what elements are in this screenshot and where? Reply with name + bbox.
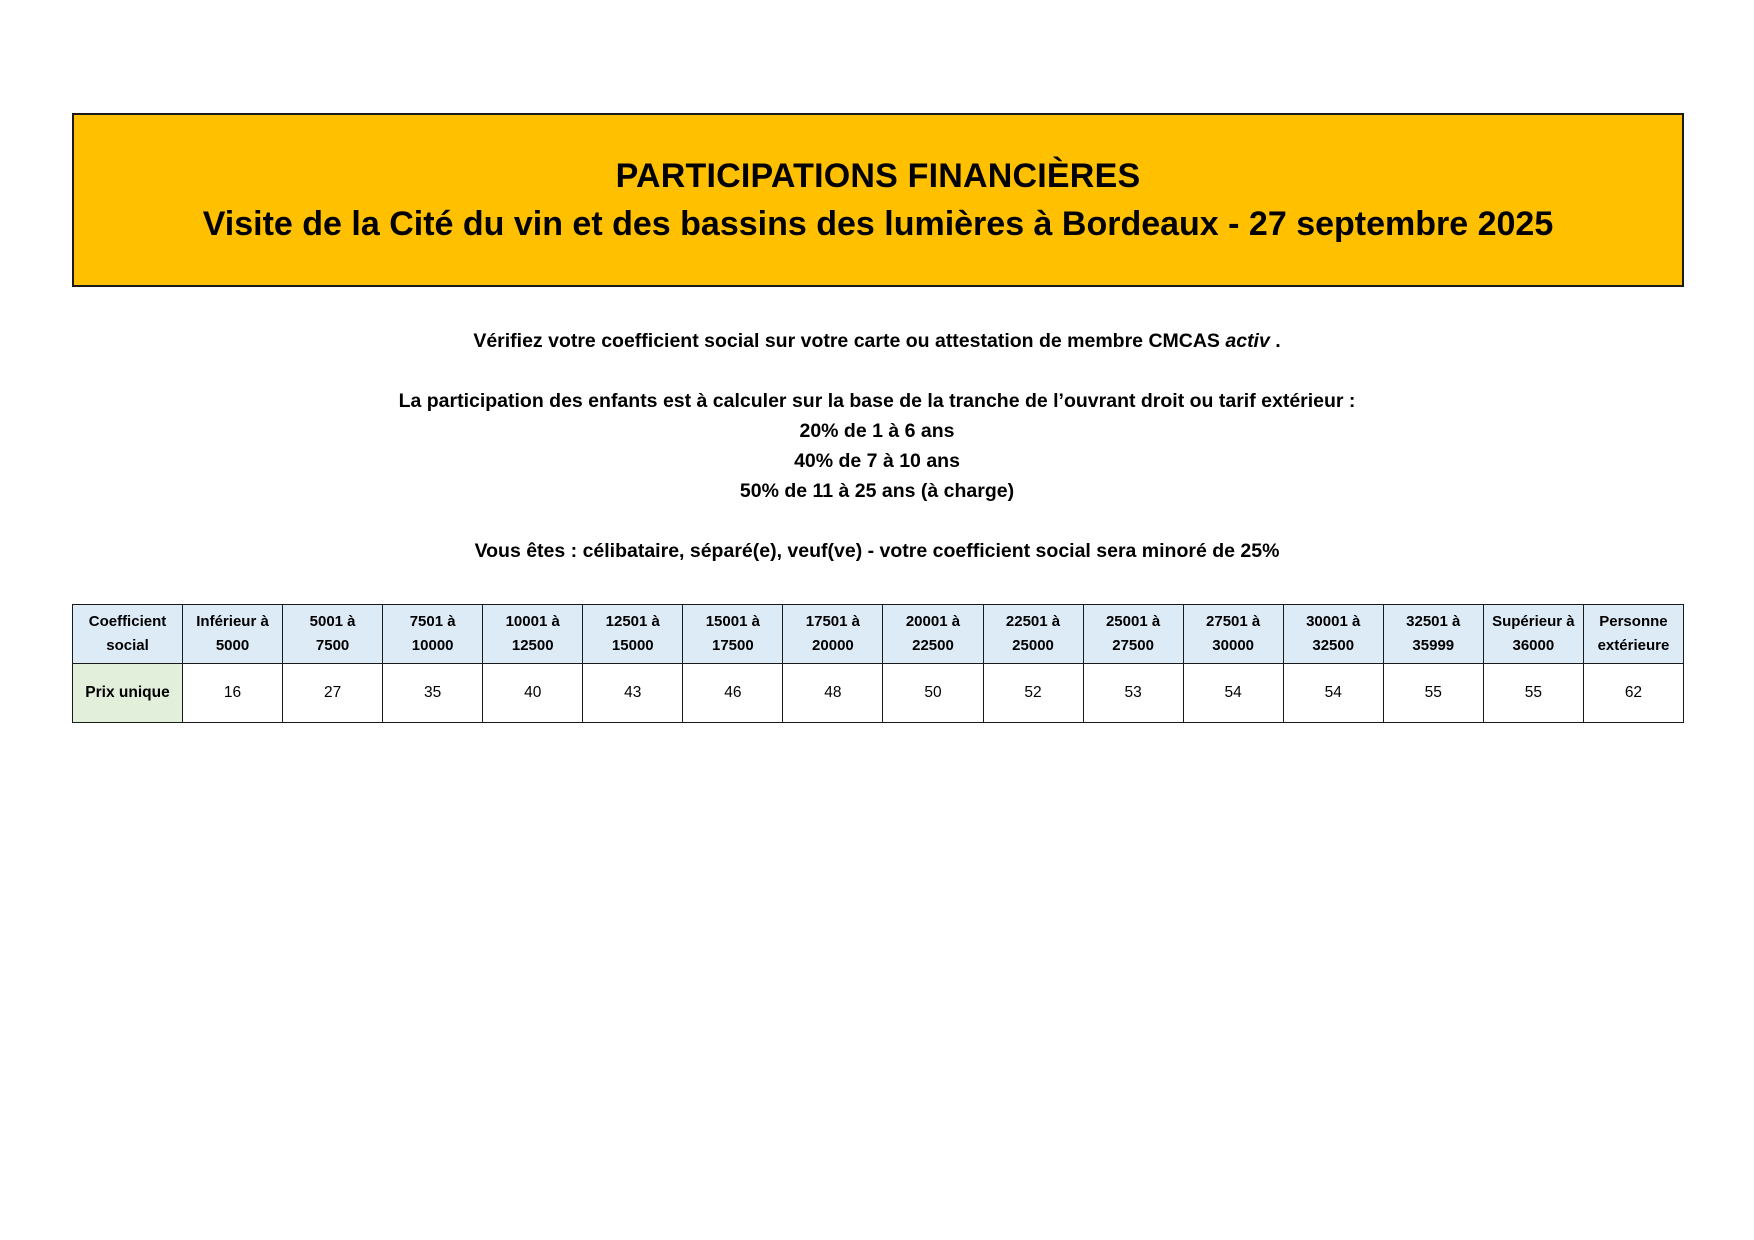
price-cell: 43 [583, 664, 683, 723]
header-coefficient-social: Coefficient social [73, 605, 183, 664]
title-banner [72, 113, 1684, 287]
verify-emphasis: activ [1225, 330, 1270, 352]
children-intro: La participation des enfants est à calculer sur la base de la tranche de l’ouvrant droit ou tarif extérieur : [398, 390, 1356, 412]
price-cell: 27 [283, 664, 383, 723]
header-bracket: 25001 à 27500 [1083, 605, 1183, 664]
header-bracket: 22501 à 25000 [983, 605, 1083, 664]
header-bracket: 17501 à 20000 [783, 605, 883, 664]
price-cell: 54 [1183, 664, 1283, 723]
price-cell: 62 [1583, 664, 1683, 723]
header-bracket: 27501 à 30000 [1183, 605, 1283, 664]
children-rate-1-6: 20% de 1 à 6 ans [799, 420, 955, 442]
header-bracket: 7501 à 10000 [383, 605, 483, 664]
price-cell: 48 [783, 664, 883, 723]
header-bracket: 30001 à 32500 [1283, 605, 1383, 664]
price-cell: 35 [383, 664, 483, 723]
row-label-prix-unique: Prix unique [73, 664, 183, 723]
price-cell: 55 [1483, 664, 1583, 723]
price-cell: 53 [1083, 664, 1183, 723]
header-bracket: 12501 à 15000 [583, 605, 683, 664]
price-cell: 46 [683, 664, 783, 723]
header-bracket: Supérieur à 36000 [1483, 605, 1583, 664]
price-cell: 52 [983, 664, 1083, 723]
price-cell: 50 [883, 664, 983, 723]
header-bracket: Personne extérieure [1583, 605, 1683, 664]
children-rate-7-10: 40% de 7 à 10 ans [794, 450, 960, 472]
table-header-row [73, 605, 1684, 664]
price-cell: 55 [1383, 664, 1483, 723]
header-bracket: 5001 à 7500 [283, 605, 383, 664]
children-rate-11-25: 50% de 11 à 25 ans (à charge) [739, 480, 1015, 502]
verify-coefficient-notice [0, 326, 1754, 356]
price-cell: 16 [183, 664, 283, 723]
header-bracket: 20001 à 22500 [883, 605, 983, 664]
price-table [72, 604, 1684, 723]
page-title: PARTICIPATIONS FINANCIÈRES [615, 157, 1141, 195]
header-bracket: 32501 à 35999 [1383, 605, 1483, 664]
price-cell: 40 [483, 664, 583, 723]
table-row [73, 664, 1684, 723]
single-parent-notice: Vous êtes : célibataire, séparé(e), veuf(ve) - votre coefficient social sera minoré de 25% [474, 540, 1280, 562]
header-bracket: 15001 à 17500 [683, 605, 783, 664]
verify-text: Vérifiez votre coefficient social sur votre carte ou attestation de membre CMCAS [473, 330, 1220, 352]
children-participation-notice [0, 386, 1754, 506]
event-subtitle: Visite de la Cité du vin et des bassins des lumières à Bordeaux - 27 septembre 2025 [202, 205, 1554, 243]
header-bracket: Inférieur à 5000 [183, 605, 283, 664]
verify-suffix: . [1275, 330, 1281, 352]
price-cell: 54 [1283, 664, 1383, 723]
header-bracket: 10001 à 12500 [483, 605, 583, 664]
